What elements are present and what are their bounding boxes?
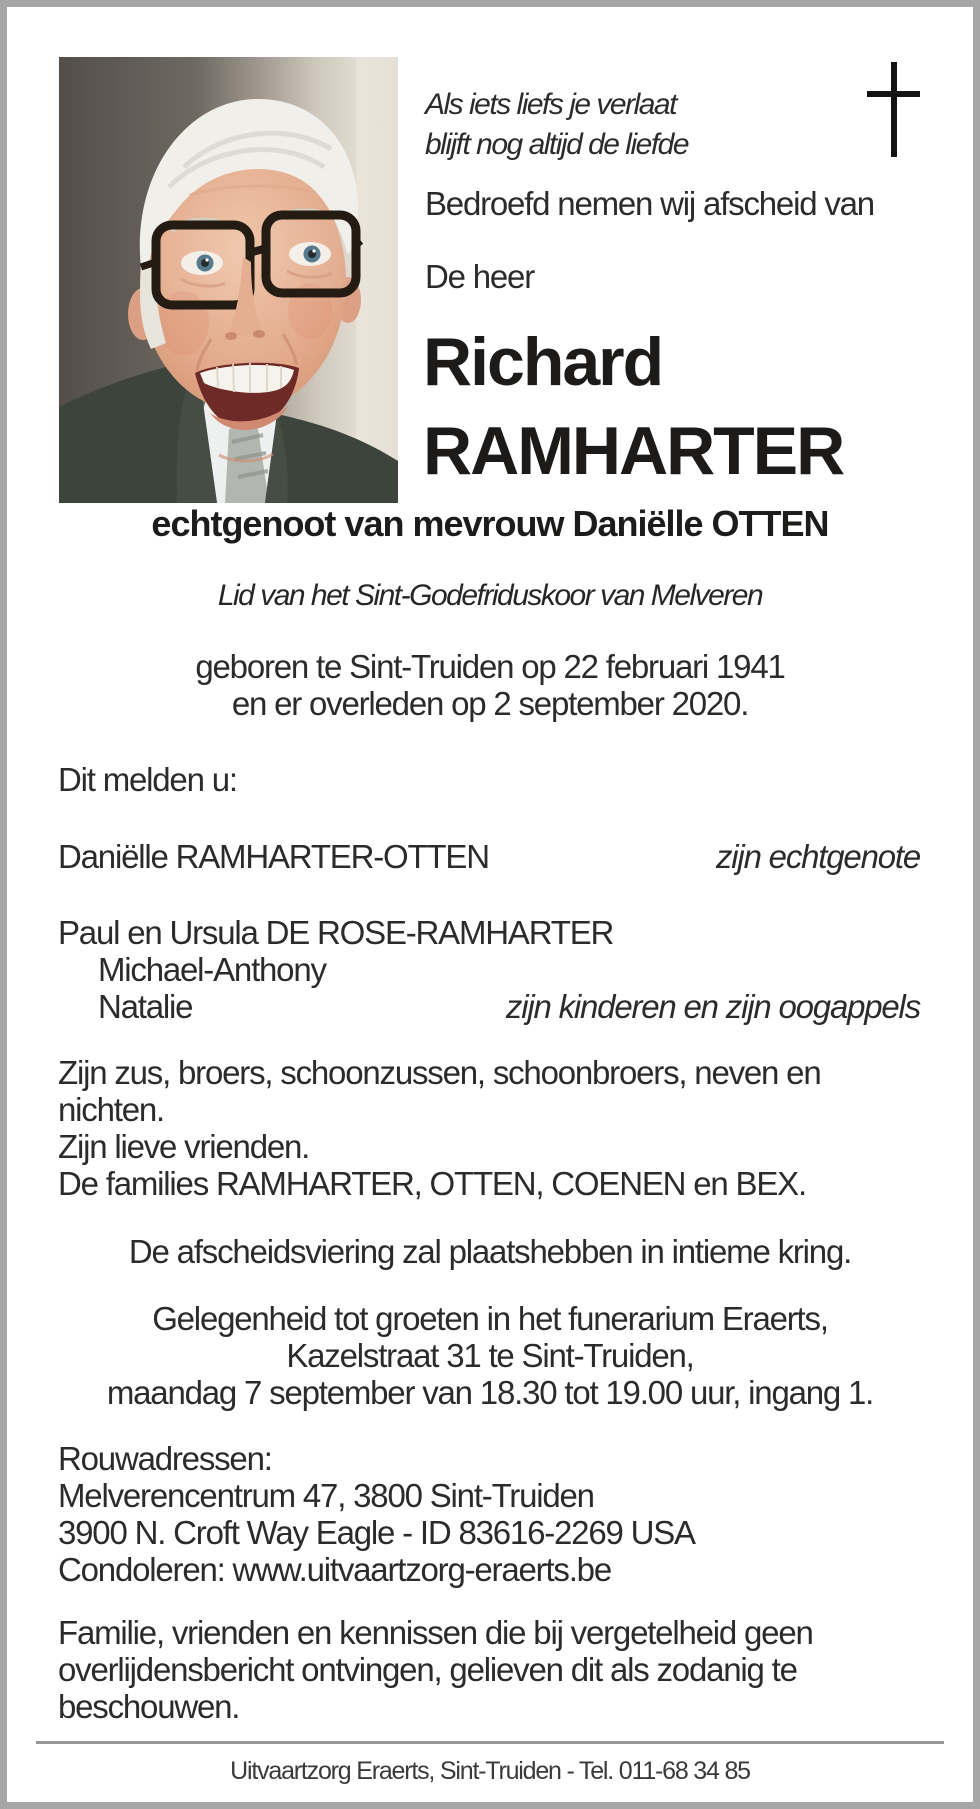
addresses-line-3: Condoleren: www.uitvaartzorg-eraerts.be: [58, 1551, 611, 1588]
greeting-line-2: Kazelstraat 31 te Sint-Truiden,: [286, 1337, 694, 1374]
birth-line: geboren te Sint-Truiden op 22 februari 1941: [195, 648, 785, 685]
announcer-children-block: [58, 914, 920, 1025]
footer-divider: [36, 1741, 944, 1744]
closing-line-3: beschouwen.: [58, 1688, 240, 1725]
death-line: en er overleden op 2 september 2020.: [231, 685, 749, 722]
cross-icon: [867, 62, 920, 157]
family-block: [58, 1054, 821, 1202]
announcement-line: Bedroefd nemen wij afscheid van: [425, 185, 874, 222]
membership-line: Lid van het Sint-Godefriduskoor van Melveren: [217, 579, 763, 612]
mourning-addresses-block: [58, 1440, 695, 1588]
children-line-1: Paul en Ursula DE ROSE-RAMHARTER: [58, 914, 614, 951]
life-dates: [0, 648, 980, 722]
addresses-line-2: 3900 N. Croft Way Eagle - ID 83616-2269 USA: [58, 1514, 695, 1551]
epigraph: [425, 85, 688, 165]
deceased-last-name: RAMHARTER: [423, 413, 844, 489]
family-line-4: De families RAMHARTER, OTTEN, COENEN en BEX.: [58, 1165, 806, 1202]
greeting-block: [0, 1300, 980, 1411]
family-line-2: nichten.: [58, 1091, 164, 1128]
family-line-3: Zijn lieve vrienden.: [58, 1128, 310, 1165]
announcer-spouse-row: [58, 838, 920, 875]
announcer-spouse-name: Daniëlle RAMHARTER-OTTEN: [58, 838, 489, 875]
greeting-line-1: Gelegenheid tot groeten in het funerarium Eraerts,: [152, 1300, 828, 1337]
closing-line-2: overlijdensbericht ontvingen, gelieven dit als zodanig te: [58, 1651, 797, 1688]
salutation: De heer: [425, 258, 535, 295]
closing-line-1: Familie, vrienden en kennissen die bij vergetelheid geen: [58, 1614, 813, 1651]
funeral-home-footer: Uitvaartzorg Eraerts, Sint-Truiden - Tel. 011-68 34 85: [230, 1757, 750, 1785]
closing-note: [58, 1614, 813, 1725]
children-line-2: Michael-Anthony: [98, 951, 326, 988]
portrait-illustration: [59, 57, 398, 503]
children-relation: zijn kinderen en zijn oogappels: [505, 988, 920, 1025]
children-line-3: Natalie: [98, 988, 193, 1025]
greeting-line-3: maandag 7 september van 18.30 tot 19.00 uur, ingang 1.: [106, 1374, 874, 1411]
portrait-photo: [59, 57, 398, 503]
epigraph-line-2: blijft nog altijd de liefde: [425, 128, 689, 161]
deceased-first-name: Richard: [423, 324, 663, 400]
addresses-line-1: Melverencentrum 47, 3800 Sint-Truiden: [58, 1477, 594, 1514]
announcers-intro: Dit melden u:: [58, 761, 237, 798]
addresses-title: Rouwadressen:: [58, 1440, 272, 1477]
spouse-line: echtgenoot van mevrouw Daniëlle OTTEN: [151, 503, 829, 544]
family-line-1: Zijn zus, broers, schoonzussen, schoonbroers, neven en: [58, 1054, 821, 1091]
children-line-3-row: [58, 988, 920, 1025]
epigraph-line-1: Als iets liefs je verlaat: [425, 88, 676, 121]
deceased-name: [423, 318, 843, 496]
announcer-spouse-relation: zijn echtgenote: [716, 838, 920, 875]
private-ceremony-line: De afscheidsviering zal plaatshebben in intieme kring.: [128, 1233, 852, 1270]
